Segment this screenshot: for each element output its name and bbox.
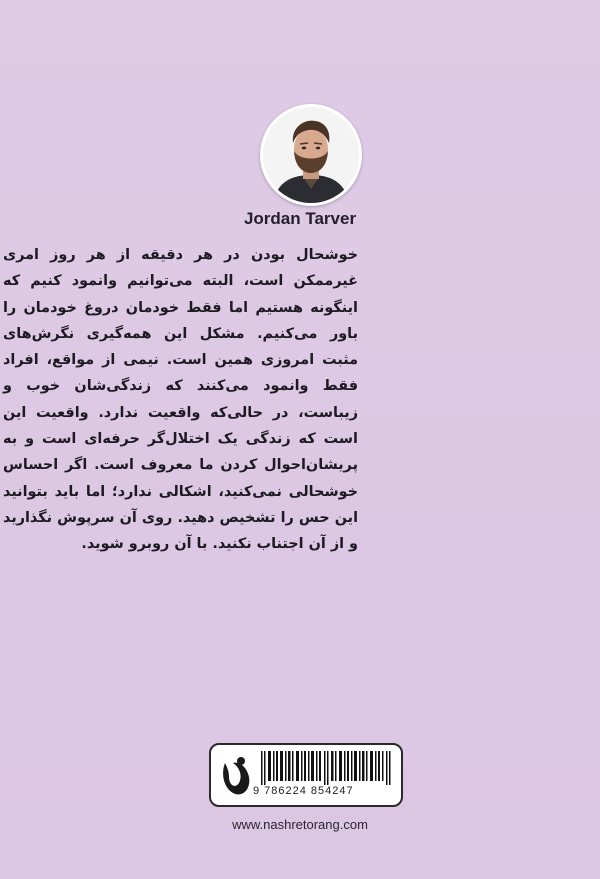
isbn-number: 9 786224 854247 [253,785,354,797]
author-name: Jordan Tarver [243,209,357,228]
author-photo [260,104,362,206]
blurb-container [3,242,598,558]
barcode-bars [261,751,396,785]
publisher-website[interactable]: www.nashretorang.com [232,817,368,832]
publisher-logo-icon [219,753,253,799]
blurb-text: خوشحال بودن در هر دقیقه از هر روز امری غیرممکن است، البته می‌توانیم وانمود کنیم که اینگونه هستیم اما فقط خودمان دروغ خودمان را باور می‌کنیم. مشکل این همه‌گیری نگرش‌های مثبت امروزی همین است. نیمی از مواقع، افراد فقط وانمود می‌کنند که زندگی‌شان خوب و زیباست، در حالی‌که واقعیت ندارد. واقعیت این است که زندگی یک اختلال‌گر حرفه‌ای است و به پریشان‌احوال کردن ما معروف است. اگر احساس خوشحالی نمی‌کنید، اشکالی ندارد؛ اما باید بتوانید این حس را تشخیص دهید. روی آن سرپوش نگذارید و از آن اجتناب نکنید. با آن روبرو شوید. [3,247,358,553]
isbn-barcode-box [209,743,403,807]
